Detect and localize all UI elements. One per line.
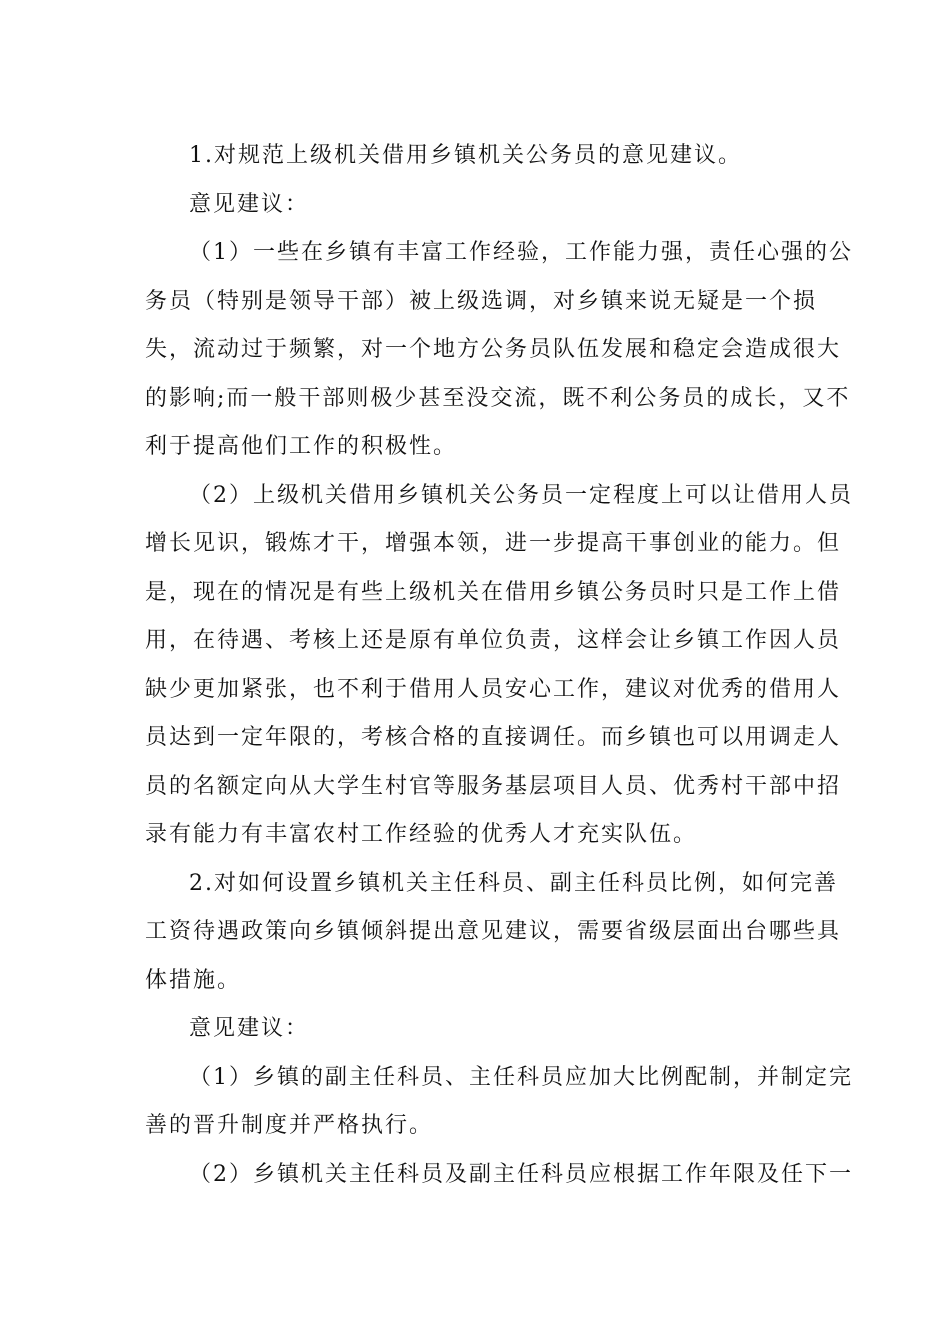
paragraph-line: 善的晋升制度并严格执行。 (145, 1113, 434, 1138)
paragraph-line: 用，在待遇、考核上还是原有单位负责，这样会让乡镇工作因人员 (145, 628, 842, 653)
paragraph-line: 员达到一定年限的，考核合格的直接调任。而乡镇也可以用调走人 (145, 725, 842, 750)
paragraph-line: 体措施。 (145, 967, 242, 993)
paragraph-line: （2）上级机关借用乡镇机关公务员一定程度上可以让借用人员 (189, 482, 853, 508)
section-label: 意见建议： (189, 191, 310, 217)
paragraph-line: 缺少更加紧张，也不利于借用人员安心工作，建议对优秀的借用人 (145, 676, 842, 702)
paragraph-line: 的影响;而一般干部则极少甚至没交流，既不利公务员的成长，又不 (145, 385, 851, 411)
paragraph-line: 务员（特别是领导干部）被上级选调，对乡镇来说无疑是一个损 (145, 288, 818, 314)
document-body (145, 132, 853, 1199)
paragraph-line: 工资待遇政策向乡镇倾斜提出意见建议，需要省级层面出台哪些具 (145, 919, 842, 944)
paragraph-line: 员的名额定向从大学生村官等服务基层项目人员、优秀村干部中招 (145, 773, 842, 799)
paragraph-line: 增长见识，锻炼才干，增强本领，进一步提高干事创业的能力。但 (145, 531, 842, 556)
paragraph-line: 利于提高他们工作的积极性。 (145, 434, 458, 459)
paragraph-line: 录有能力有丰富农村工作经验的优秀人才充实队伍。 (145, 822, 698, 847)
paragraph-line: （2）乡镇机关主任科员及副主任科员应根据工作年限及任下一 (189, 1161, 853, 1187)
heading-item-2: 2.对如何设置乡镇机关主任科员、副主任科员比例，如何完善 (189, 870, 838, 896)
paragraph-line: 失，流动过于频繁，对一个地方公务员队伍发展和稳定会造成很大 (145, 337, 842, 362)
paragraph-line: （1）一些在乡镇有丰富工作经验，工作能力强，责任心强的公 (189, 240, 853, 265)
paragraph-line: （1）乡镇的副主任科员、主任科员应加大比例配制，并制定完 (189, 1064, 853, 1090)
paragraph-line: 是，现在的情况是有些上级机关在借用乡镇公务员时只是工作上借 (145, 579, 842, 605)
heading-item-1: 1.对规范上级机关借用乡镇机关公务员的意见建议。 (189, 143, 742, 168)
section-label: 意见建议： (189, 1016, 310, 1041)
